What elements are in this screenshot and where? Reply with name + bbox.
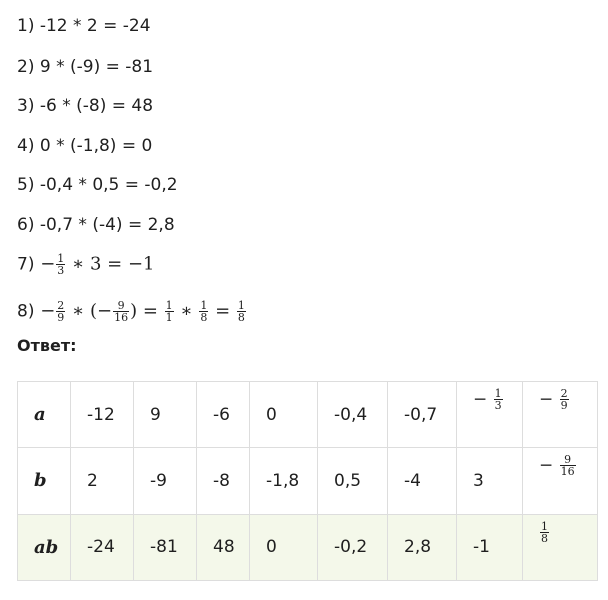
operator: ∗ — [180, 300, 193, 322]
table-cell-fraction — [523, 382, 598, 448]
line-label: 8) — [17, 301, 35, 322]
equation-line-5 — [17, 175, 178, 195]
fraction-denominator: 16 — [114, 311, 129, 324]
table-cell: -0,7 — [388, 382, 457, 448]
minus-sign: − — [539, 389, 554, 410]
row-header: b — [18, 448, 71, 514]
operator: ) = — [130, 300, 158, 322]
fraction-denominator: 9 — [57, 311, 65, 324]
answer-table — [17, 381, 598, 581]
table-cell: 9 — [134, 382, 197, 448]
equation-line-7 — [17, 253, 154, 276]
fraction — [56, 253, 65, 276]
table-cell: -1,8 — [250, 448, 318, 514]
line-expr: -12 * 2 = -24 — [39, 16, 151, 36]
equation-line-3 — [17, 96, 153, 116]
fraction — [237, 300, 246, 323]
fraction — [494, 388, 503, 411]
table-cell-fraction — [523, 448, 598, 514]
equation-line-2 — [17, 57, 153, 77]
table-row-b — [18, 448, 598, 514]
table-cell: 3 — [457, 448, 523, 514]
line-expr: -6 * (-8) = 48 — [39, 96, 154, 116]
line-label: 5) — [17, 175, 35, 195]
line-label: 4) — [17, 136, 35, 156]
operator: = — [215, 300, 231, 322]
fraction — [560, 454, 576, 477]
operator: ∗ (− — [72, 300, 113, 322]
table-cell: -12 — [71, 382, 134, 448]
table-cell: -9 — [134, 448, 197, 514]
fraction-numerator: 1 — [200, 299, 208, 312]
fraction-denominator: 9 — [560, 399, 568, 412]
table-cell: 0 — [250, 382, 318, 448]
table-cell: 0 — [250, 514, 318, 580]
fraction-denominator: 8 — [237, 311, 245, 324]
line-label: 7) — [17, 254, 35, 275]
fraction — [56, 300, 65, 323]
table-cell: -0,4 — [318, 382, 388, 448]
line-expr: 9 * (-9) = -81 — [39, 57, 154, 77]
table-cell: 2 — [71, 448, 134, 514]
table-cell: -4 — [388, 448, 457, 514]
equation-line-1 — [17, 16, 151, 36]
row-header: a — [18, 382, 71, 448]
fraction-numerator: 2 — [560, 387, 568, 400]
minus-sign: − — [473, 389, 488, 410]
fraction-denominator: 16 — [560, 465, 575, 479]
line-expr: ∗ 3 = −1 — [72, 253, 155, 275]
fraction-numerator: 9 — [560, 454, 576, 466]
fraction-numerator: 2 — [57, 299, 65, 312]
equation-line-4 — [17, 136, 152, 156]
table-row-a — [18, 382, 598, 448]
answer-label: Ответ: — [17, 336, 77, 355]
fraction-denominator: 8 — [200, 311, 208, 324]
line-label: 2) — [17, 57, 35, 77]
fraction — [560, 388, 569, 411]
table-cell: -8 — [197, 448, 250, 514]
row-header: ab — [18, 514, 71, 580]
fraction-denominator: 1 — [165, 311, 173, 324]
fraction-denominator: 3 — [57, 264, 65, 277]
equation-line-6 — [17, 215, 175, 235]
fraction-numerator: 9 — [113, 300, 129, 312]
minus-sign: − — [40, 300, 56, 322]
fraction-numerator: 1 — [494, 387, 502, 400]
fraction-numerator: 1 — [237, 299, 245, 312]
fraction-denominator: 8 — [541, 531, 548, 545]
fraction-numerator: 1 — [541, 519, 548, 533]
fraction — [165, 300, 174, 323]
table-cell: 48 — [197, 514, 250, 580]
table-cell: 2,8 — [388, 514, 457, 580]
table-cell: -6 — [197, 382, 250, 448]
table-cell: -24 — [71, 514, 134, 580]
line-label: 3) — [17, 96, 35, 116]
fraction-numerator: 1 — [165, 299, 173, 312]
table-cell: -1 — [457, 514, 523, 580]
minus-sign: − — [539, 455, 554, 476]
line-expr: -0,4 * 0,5 = -0,2 — [39, 175, 178, 195]
table-cell: 0,5 — [318, 448, 388, 514]
equation-line-8 — [17, 300, 247, 323]
fraction-denominator: 3 — [494, 399, 502, 412]
fraction — [113, 300, 129, 323]
line-label: 6) — [17, 215, 35, 235]
table-cell-fraction — [457, 382, 523, 448]
table-cell: -0,2 — [318, 514, 388, 580]
line-label: 1) — [17, 16, 35, 36]
line-expr: 0 * (-1,8) = 0 — [39, 136, 153, 156]
table-row-ab — [18, 514, 598, 580]
fraction-numerator: 1 — [57, 252, 65, 265]
table-cell: -81 — [134, 514, 197, 580]
table-cell-fraction — [523, 514, 598, 580]
line-expr: -0,7 * (-4) = 2,8 — [39, 215, 175, 235]
minus-sign: − — [40, 253, 56, 275]
fraction — [199, 300, 208, 323]
fraction — [540, 521, 549, 544]
